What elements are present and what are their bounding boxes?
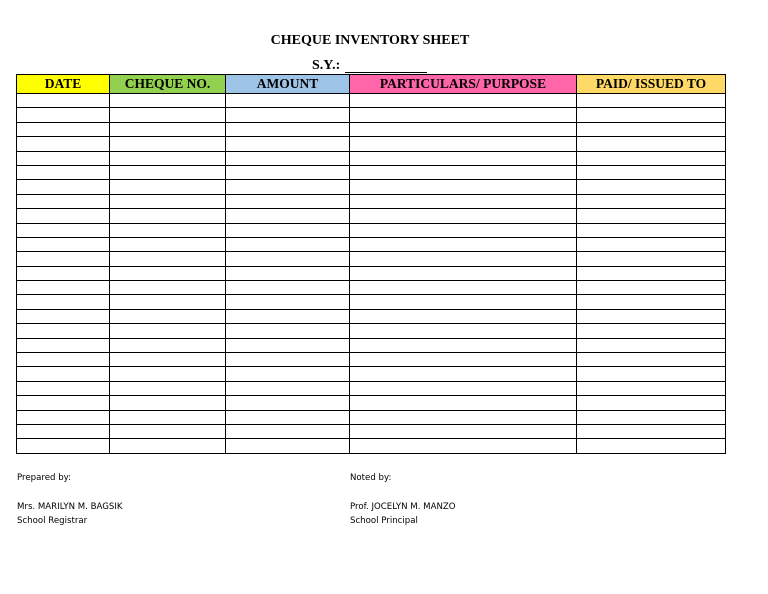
table-cell	[577, 122, 726, 136]
table-cell	[350, 396, 577, 410]
table-cell	[110, 237, 226, 251]
table-cell	[17, 367, 110, 381]
table-cell	[17, 439, 110, 453]
prepared-by-label: Prepared by:	[17, 473, 72, 483]
table-row	[17, 94, 726, 108]
table-row	[17, 151, 726, 165]
table-cell	[350, 281, 577, 295]
table-cell	[577, 281, 726, 295]
table-cell	[577, 324, 726, 338]
table-cell	[577, 338, 726, 352]
table-row	[17, 223, 726, 237]
table-cell	[226, 94, 350, 108]
table-cell	[110, 108, 226, 122]
table-cell	[577, 237, 726, 251]
table-cell	[350, 151, 577, 165]
table-cell	[110, 281, 226, 295]
table-cell	[350, 439, 577, 453]
table-cell	[226, 396, 350, 410]
table-cell	[110, 338, 226, 352]
table-cell	[350, 338, 577, 352]
table-cell	[110, 194, 226, 208]
sheet-title: CHEQUE INVENTORY SHEET	[270, 33, 470, 48]
table-cell	[577, 353, 726, 367]
table-cell	[577, 108, 726, 122]
table-row	[17, 338, 726, 352]
table-cell	[17, 237, 110, 251]
table-row	[17, 353, 726, 367]
table-cell	[226, 338, 350, 352]
table-cell	[350, 165, 577, 179]
table-cell	[17, 338, 110, 352]
table-row	[17, 439, 726, 453]
table-cell	[110, 381, 226, 395]
table-cell	[110, 209, 226, 223]
table-cell	[17, 94, 110, 108]
table-cell	[226, 122, 350, 136]
table-cell	[110, 252, 226, 266]
table-cell	[226, 281, 350, 295]
table-cell	[17, 137, 110, 151]
table-cell	[350, 194, 577, 208]
table-row	[17, 137, 726, 151]
table-row	[17, 122, 726, 136]
table-row	[17, 309, 726, 323]
table-cell	[17, 209, 110, 223]
table-cell	[110, 266, 226, 280]
table-cell	[17, 180, 110, 194]
table-cell	[350, 381, 577, 395]
column-header-date: DATE	[17, 75, 110, 94]
table-cell	[17, 266, 110, 280]
table-body	[17, 94, 726, 454]
table-cell	[350, 94, 577, 108]
table-cell	[350, 309, 577, 323]
prepared-by-name: Mrs. MARILYN M. BAGSIK	[17, 502, 123, 512]
table-cell	[350, 209, 577, 223]
school-year-blank-line	[345, 72, 427, 73]
table-row	[17, 281, 726, 295]
table-cell	[577, 439, 726, 453]
table-cell	[110, 439, 226, 453]
table-row	[17, 396, 726, 410]
table-cell	[577, 410, 726, 424]
table-cell	[577, 309, 726, 323]
table-row	[17, 324, 726, 338]
table-row	[17, 410, 726, 424]
table-cell	[226, 309, 350, 323]
table-cell	[226, 367, 350, 381]
table-cell	[350, 324, 577, 338]
column-header-paid-to: PAID/ ISSUED TO	[577, 75, 726, 94]
table-cell	[226, 252, 350, 266]
table-row	[17, 424, 726, 438]
table-cell	[17, 295, 110, 309]
table-cell	[110, 223, 226, 237]
table-row	[17, 381, 726, 395]
table-cell	[17, 165, 110, 179]
table-cell	[577, 223, 726, 237]
table-row	[17, 194, 726, 208]
table-cell	[226, 108, 350, 122]
table-cell	[110, 94, 226, 108]
table-cell	[226, 295, 350, 309]
table-cell	[577, 209, 726, 223]
table-cell	[350, 295, 577, 309]
table-cell	[226, 180, 350, 194]
table-cell	[350, 353, 577, 367]
table-cell	[226, 165, 350, 179]
table-cell	[350, 180, 577, 194]
table-cell	[110, 410, 226, 424]
table-cell	[350, 252, 577, 266]
table-cell	[577, 194, 726, 208]
table-cell	[226, 410, 350, 424]
table-cell	[577, 367, 726, 381]
table-cell	[17, 223, 110, 237]
table-cell	[577, 94, 726, 108]
table-cell	[110, 180, 226, 194]
table-cell	[577, 396, 726, 410]
table-row	[17, 180, 726, 194]
table-cell	[226, 237, 350, 251]
table-row	[17, 266, 726, 280]
table-cell	[577, 295, 726, 309]
table-cell	[110, 137, 226, 151]
table-cell	[110, 367, 226, 381]
table-cell	[110, 353, 226, 367]
table-cell	[226, 424, 350, 438]
table-cell	[350, 367, 577, 381]
table-cell	[17, 353, 110, 367]
table-cell	[226, 353, 350, 367]
column-header-cheque-no: CHEQUE NO.	[110, 75, 226, 94]
cheque-inventory-table	[16, 74, 726, 454]
table-cell	[17, 281, 110, 295]
table-cell	[17, 122, 110, 136]
table-cell	[577, 137, 726, 151]
table-cell	[17, 194, 110, 208]
noted-by-title: School Principal	[350, 516, 418, 526]
table-cell	[577, 424, 726, 438]
table-cell	[110, 151, 226, 165]
table-cell	[226, 223, 350, 237]
table-cell	[110, 165, 226, 179]
table-cell	[577, 165, 726, 179]
table-cell	[226, 209, 350, 223]
table-cell	[17, 108, 110, 122]
table-cell	[17, 410, 110, 424]
table-cell	[350, 108, 577, 122]
table-cell	[226, 194, 350, 208]
noted-by-name: Prof. JOCELYN M. MANZO	[350, 502, 456, 512]
table-cell	[110, 122, 226, 136]
table-cell	[17, 309, 110, 323]
table-cell	[350, 424, 577, 438]
table-row	[17, 367, 726, 381]
table-cell	[110, 324, 226, 338]
column-header-particulars: PARTICULARS/ PURPOSE	[350, 75, 577, 94]
table-cell	[110, 309, 226, 323]
table-cell	[110, 396, 226, 410]
table-cell	[350, 266, 577, 280]
table-cell	[226, 137, 350, 151]
table-cell	[226, 381, 350, 395]
table-header-row	[17, 75, 726, 94]
table-row	[17, 295, 726, 309]
table-cell	[17, 396, 110, 410]
table-cell	[226, 439, 350, 453]
table-cell	[350, 137, 577, 151]
table-cell	[226, 266, 350, 280]
table-cell	[17, 324, 110, 338]
table-row	[17, 108, 726, 122]
table-cell	[17, 151, 110, 165]
table-cell	[577, 252, 726, 266]
column-header-amount: AMOUNT	[226, 75, 350, 94]
table-cell	[350, 223, 577, 237]
table-cell	[577, 266, 726, 280]
table-cell	[110, 424, 226, 438]
table-row	[17, 237, 726, 251]
table-row	[17, 165, 726, 179]
table-row	[17, 252, 726, 266]
table-cell	[350, 237, 577, 251]
school-year-label: S.Y.:	[312, 58, 341, 73]
prepared-by-title: School Registrar	[17, 516, 88, 526]
table-cell	[17, 424, 110, 438]
noted-by-label: Noted by:	[350, 473, 392, 483]
table-cell	[226, 151, 350, 165]
table-cell	[110, 295, 226, 309]
table-cell	[17, 252, 110, 266]
table-cell	[577, 151, 726, 165]
table-cell	[577, 381, 726, 395]
table-cell	[350, 122, 577, 136]
table-row	[17, 209, 726, 223]
table-cell	[350, 410, 577, 424]
table-cell	[226, 324, 350, 338]
table-cell	[577, 180, 726, 194]
table-cell	[17, 381, 110, 395]
